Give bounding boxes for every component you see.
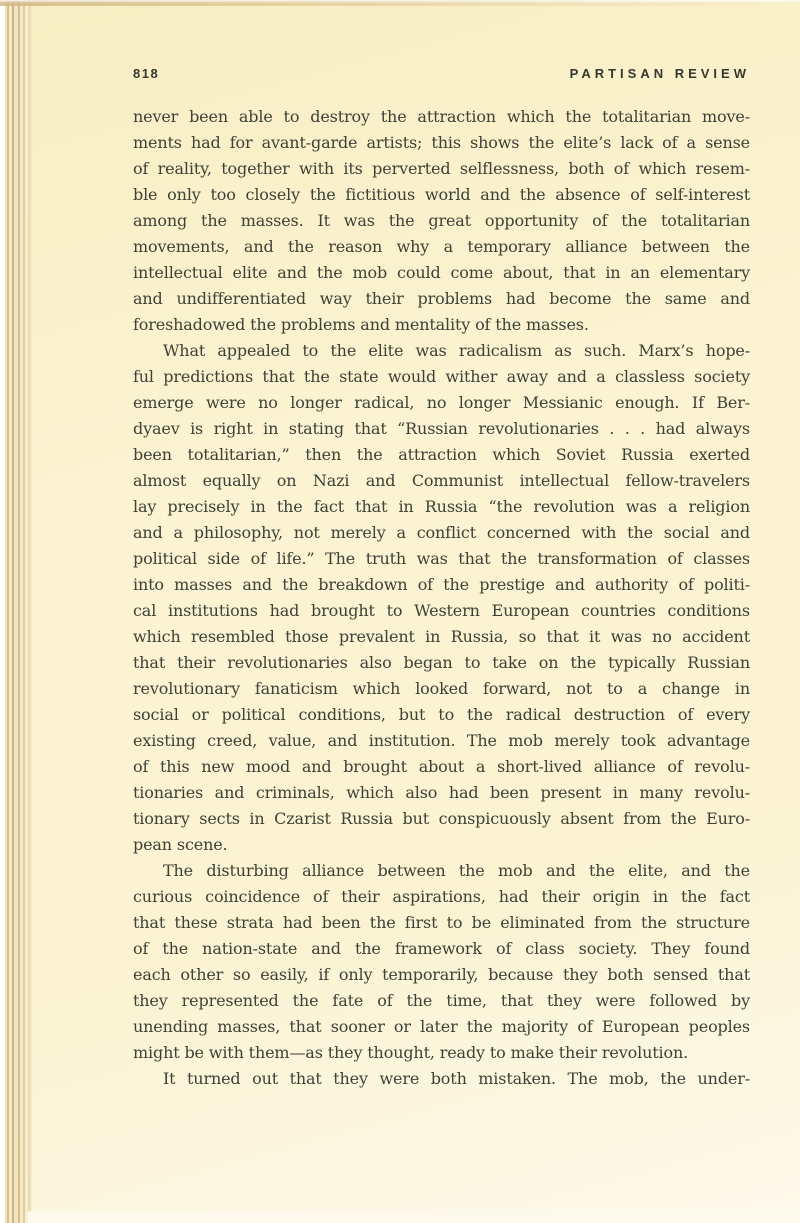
text-line: dyaev is right in stating that “Russian revolutionaries . . . had always bbox=[133, 419, 750, 438]
text-line: curious coincidence of their aspirations, had their origin in the fact bbox=[133, 887, 750, 906]
text-line: emerge were no longer radical, no longer Messianic enough. If Ber- bbox=[133, 393, 750, 412]
text-line: It turned out that they were both mistaken. The mob, the under- bbox=[163, 1069, 750, 1088]
text-line: What appealed to the elite was radicalism as such. Marx’s hope- bbox=[163, 341, 750, 360]
text-line: of this new mood and brought about a short-lived alliance of revolu- bbox=[133, 757, 750, 776]
text-line: intellectual elite and the mob could come about, that in an elementary bbox=[133, 263, 750, 282]
text-line: that their revolutionaries also began to take on the typically Russian bbox=[133, 653, 750, 672]
page-bottom-edge bbox=[28, 1212, 800, 1223]
body-text bbox=[133, 104, 750, 1092]
text-line: pean scene. bbox=[133, 835, 228, 854]
text-line: tionaries and criminals, which also had been present in many revolu- bbox=[133, 783, 750, 802]
text-line: that these strata had been the first to be eliminated from the structure bbox=[133, 913, 750, 932]
journal-title: PARTISAN REVIEW bbox=[569, 66, 750, 81]
text-line: ful predictions that the state would wither away and a classless society bbox=[133, 367, 750, 386]
text-line: into masses and the breakdown of the prestige and authority of politi- bbox=[133, 575, 750, 594]
page-number: 818 bbox=[133, 66, 160, 81]
text-line: among the masses. It was the great opportunity of the totalitarian bbox=[133, 211, 750, 230]
running-head bbox=[133, 66, 750, 81]
text-line: cal institutions had brought to Western European countries conditions bbox=[133, 601, 750, 620]
text-line: might be with them—as they thought, ready to make their revolution. bbox=[133, 1043, 689, 1062]
text-line: revolutionary fanaticism which looked forward, not to a change in bbox=[133, 679, 750, 698]
text-line: never been able to destroy the attraction which the totalitarian move- bbox=[133, 107, 750, 126]
text-line: of the nation-state and the framework of class society. They found bbox=[133, 939, 750, 958]
text-line: ments had for avant-garde artists; this shows the elite’s lack of a sense bbox=[133, 133, 750, 152]
text-line: The disturbing alliance between the mob and the elite, and the bbox=[163, 861, 750, 880]
text-line: of reality, together with its perverted selflessness, both of which resem- bbox=[133, 159, 750, 178]
text-line: been totalitarian,” then the attraction which Soviet Russia exerted bbox=[133, 445, 750, 464]
text-line: almost equally on Nazi and Communist intellectual fellow-travelers bbox=[133, 471, 750, 490]
text-line: and undifferentiated way their problems had become the same and bbox=[133, 289, 750, 308]
text-line: foreshadowed the problems and mentality of the masses. bbox=[133, 315, 589, 334]
text-line: tionary sects in Czarist Russia but conspicuously absent from the Euro- bbox=[133, 809, 750, 828]
text-line: each other so easily, if only temporarily, because they both sensed that bbox=[133, 965, 750, 984]
text-line: they represented the fate of the time, that they were followed by bbox=[133, 991, 750, 1010]
text-line: unending masses, that sooner or later the majority of European peoples bbox=[133, 1017, 750, 1036]
page-top-edge bbox=[0, 0, 800, 6]
text-line: and a philosophy, not merely a conflict concerned with the social and bbox=[133, 523, 750, 542]
text-line: which resembled those prevalent in Russia, so that it was no accident bbox=[133, 627, 750, 646]
text-line: ble only too closely the fictitious world and the absence of self-interest bbox=[133, 185, 750, 204]
text-line: existing creed, value, and institution. The mob merely took advantage bbox=[133, 731, 750, 750]
text-line: political side of life.” The truth was that the transformation of classes bbox=[133, 549, 750, 568]
book-binding-edge bbox=[0, 0, 32, 1223]
text-line: movements, and the reason why a temporary alliance between the bbox=[133, 237, 750, 256]
text-line: social or political conditions, but to the radical destruction of every bbox=[133, 705, 750, 724]
text-line: lay precisely in the fact that in Russia “the revolution was a religion bbox=[133, 497, 750, 516]
